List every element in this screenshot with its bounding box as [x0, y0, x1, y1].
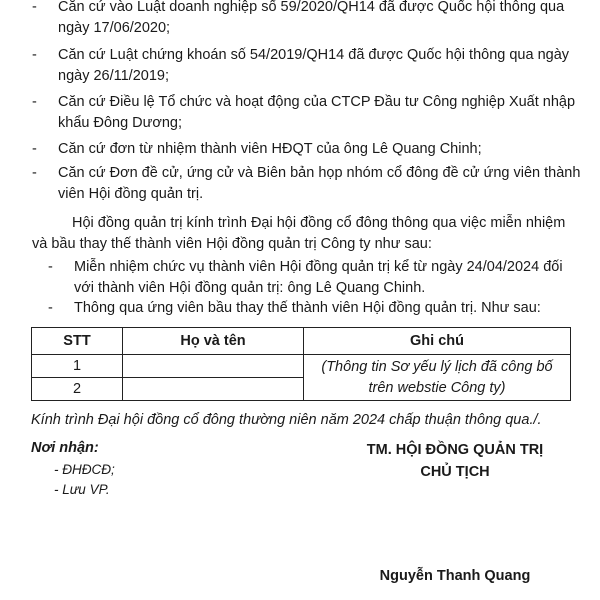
basis-line: Căn cứ Luật chứng khoán số 54/2019/QH14 đã được Quốc hội thông qua ngày — [58, 47, 570, 63]
basis-line: Căn cứ Đơn đề cử, ứng cử và Biên bản họp nhóm cổ đông đề cử ứng viên thành — [58, 165, 581, 181]
row-name — [123, 378, 304, 401]
recipient-item: - ĐHĐCĐ; — [54, 462, 115, 477]
resolution-line: với thành viên Hội đồng quản trị: ông Lê Quang Chinh. — [74, 280, 426, 296]
intro-line: và bầu thay thế thành viên Hội đồng quản trị Công ty như sau: — [32, 236, 432, 252]
intro-line: Hội đồng quản trị kính trình Đại hội đồng cổ đông thông qua việc miễn nhiệm — [72, 215, 566, 231]
resolution-line: Miễn nhiệm chức vụ thành viên Hội đồng quản trị kể từ ngày 24/04/2024 đối — [74, 259, 563, 275]
row-stt: 2 — [32, 378, 123, 401]
bullet-dash: - — [32, 47, 37, 63]
row-name — [123, 355, 304, 378]
basis-line: ngày 26/11/2019; — [58, 68, 169, 84]
signature-org: TM. HỘI ĐỒNG QUẢN TRỊ — [366, 442, 544, 458]
basis-line: viên Hội đồng quản trị. — [58, 186, 204, 202]
basis-line: ngày 17/06/2020; — [58, 20, 171, 36]
signature-name: Nguyễn Thanh Quang — [379, 568, 531, 584]
basis-line: Căn cứ Điều lệ Tổ chức và hoạt động của CTCP Đầu tư Công nghiệp Xuất nhập — [58, 94, 576, 110]
bullet-dash: - — [32, 0, 37, 15]
bullet-dash: - — [32, 165, 37, 181]
basis-line: Căn cứ vào Luật doanh nghiệp số 59/2020/QH14 đã được Quốc hội thông qua — [58, 0, 565, 15]
basis-line: Căn cứ đơn từ nhiệm thành viên HĐQT của ông Lê Quang Chinh; — [58, 141, 482, 157]
note-line: (Thông tin Sơ yếu lý lịch đã công bố — [321, 358, 553, 375]
table-row — [32, 355, 571, 378]
table-header-row — [32, 328, 571, 355]
row-stt: 1 — [32, 355, 123, 378]
row-note — [304, 355, 571, 401]
header-stt: STT — [32, 328, 123, 355]
header-note: Ghi chú — [304, 328, 571, 355]
closing-statement: Kính trình Đại hội đồng cổ đông thường niên năm 2024 chấp thuận thông qua./. — [31, 412, 542, 428]
bullet-dash: - — [48, 259, 53, 275]
bullet-dash: - — [48, 300, 53, 316]
header-name: Họ và tên — [123, 328, 304, 355]
basis-line: khẩu Đông Dương; — [58, 115, 183, 131]
recipients-heading: Nơi nhận: — [31, 440, 99, 456]
resolution-line: Thông qua ứng viên bầu thay thế thành viên Hội đồng quản trị. Như sau: — [74, 300, 541, 316]
bullet-dash: - — [32, 94, 37, 110]
note-line: trên webstie Công ty) — [368, 379, 506, 396]
signature-title: CHỦ TỊCH — [420, 464, 490, 480]
recipient-item: - Lưu VP. — [54, 482, 110, 497]
bullet-dash: - — [32, 141, 37, 157]
candidate-table — [31, 327, 571, 401]
